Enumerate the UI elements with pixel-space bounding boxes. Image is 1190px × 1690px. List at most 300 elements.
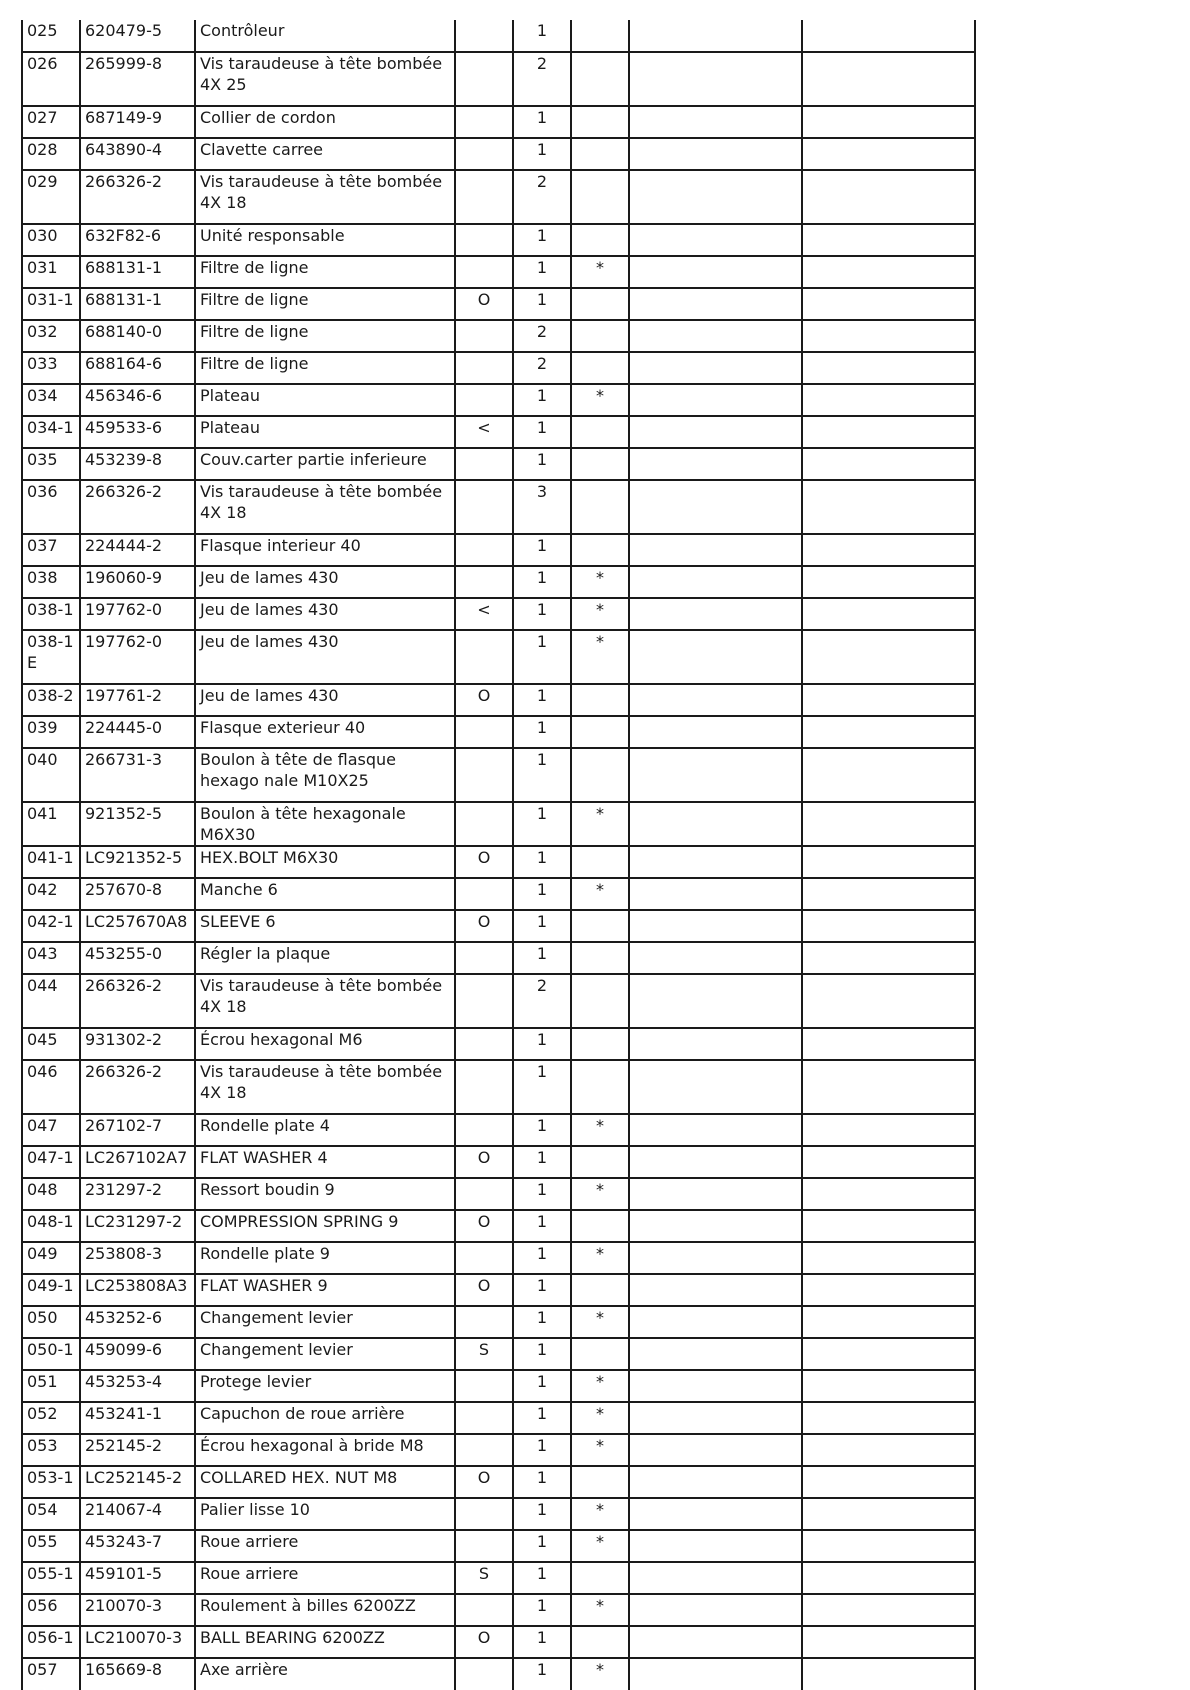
table-row (22, 448, 975, 480)
quantity-cell: 1 (513, 1434, 571, 1466)
description-cell: Vis taraudeuse à tête bombée 4X 18 (195, 974, 455, 1028)
blank-cell (629, 320, 802, 352)
blank-cell (629, 1338, 802, 1370)
table-row (22, 1626, 975, 1658)
ref-number-cell: 047 (22, 1114, 80, 1146)
ref-number-cell: 053 (22, 1434, 80, 1466)
ref-number-cell: 055 (22, 1530, 80, 1562)
note-cell (455, 1306, 513, 1338)
ref-number-cell: 055-1 (22, 1562, 80, 1594)
quantity-cell: 2 (513, 170, 571, 224)
parts-table (21, 20, 976, 1690)
part-number-cell: 453253-4 (80, 1370, 195, 1402)
ref-number-cell: 034 (22, 384, 80, 416)
blank-cell (802, 320, 975, 352)
quantity-cell: 1 (513, 224, 571, 256)
description-cell: Contrôleur (195, 20, 455, 52)
description-cell: Flasque exterieur 40 (195, 716, 455, 748)
mark-cell: * (571, 1658, 629, 1690)
quantity-cell: 1 (513, 1498, 571, 1530)
note-cell (455, 1028, 513, 1060)
blank-cell (802, 910, 975, 942)
note-cell (455, 1402, 513, 1434)
description-cell: Jeu de lames 430 (195, 566, 455, 598)
description-cell: Écrou hexagonal à bride M8 (195, 1434, 455, 1466)
blank-cell (629, 1306, 802, 1338)
blank-cell (802, 846, 975, 878)
ref-number-cell: 044 (22, 974, 80, 1028)
part-number-cell: 453255-0 (80, 942, 195, 974)
note-cell (455, 1114, 513, 1146)
blank-cell (802, 878, 975, 910)
blank-cell (802, 20, 975, 52)
mark-cell (571, 52, 629, 106)
part-number-cell: 688164-6 (80, 352, 195, 384)
note-cell (455, 1594, 513, 1626)
blank-cell (629, 416, 802, 448)
description-cell: Changement levier (195, 1338, 455, 1370)
quantity-cell: 1 (513, 416, 571, 448)
description-cell: Vis taraudeuse à tête bombée 4X 18 (195, 170, 455, 224)
mark-cell (571, 20, 629, 52)
blank-cell (802, 1274, 975, 1306)
note-cell: < (455, 416, 513, 448)
note-cell (455, 1242, 513, 1274)
blank-cell (629, 1370, 802, 1402)
description-cell: Plateau (195, 384, 455, 416)
blank-cell (629, 942, 802, 974)
table-row (22, 1498, 975, 1530)
part-number-cell: LC210070-3 (80, 1626, 195, 1658)
blank-cell (629, 448, 802, 480)
blank-cell (802, 138, 975, 170)
mark-cell (571, 448, 629, 480)
part-number-cell: 459533-6 (80, 416, 195, 448)
description-cell: Rondelle plate 9 (195, 1242, 455, 1274)
ref-number-cell: 049 (22, 1242, 80, 1274)
quantity-cell: 1 (513, 1210, 571, 1242)
part-number-cell: 643890-4 (80, 138, 195, 170)
part-number-cell: 224445-0 (80, 716, 195, 748)
part-number-cell: 688140-0 (80, 320, 195, 352)
ref-number-cell: 033 (22, 352, 80, 384)
note-cell (455, 170, 513, 224)
table-row (22, 1242, 975, 1274)
blank-cell (802, 534, 975, 566)
quantity-cell: 1 (513, 684, 571, 716)
blank-cell (629, 1028, 802, 1060)
blank-cell (802, 416, 975, 448)
note-cell: O (455, 1274, 513, 1306)
blank-cell (629, 802, 802, 846)
mark-cell: * (571, 1370, 629, 1402)
blank-cell (802, 1402, 975, 1434)
blank-cell (802, 942, 975, 974)
blank-cell (629, 1242, 802, 1274)
blank-cell (629, 1060, 802, 1114)
quantity-cell: 1 (513, 878, 571, 910)
part-number-cell: 266326-2 (80, 974, 195, 1028)
quantity-cell: 1 (513, 384, 571, 416)
blank-cell (629, 910, 802, 942)
table-row (22, 598, 975, 630)
ref-number-cell: 036 (22, 480, 80, 534)
part-number-cell: 253808-3 (80, 1242, 195, 1274)
table-row (22, 1146, 975, 1178)
table-row (22, 1060, 975, 1114)
table-row (22, 802, 975, 846)
ref-number-cell: 042-1 (22, 910, 80, 942)
ref-number-cell: 031-1 (22, 288, 80, 320)
description-cell: Clavette carree (195, 138, 455, 170)
ref-number-cell: 041 (22, 802, 80, 846)
blank-cell (802, 1242, 975, 1274)
description-cell: Roue arriere (195, 1562, 455, 1594)
ref-number-cell: 056-1 (22, 1626, 80, 1658)
blank-cell (629, 384, 802, 416)
part-number-cell: 197762-0 (80, 598, 195, 630)
note-cell: O (455, 1466, 513, 1498)
description-cell: COMPRESSION SPRING 9 (195, 1210, 455, 1242)
description-cell: Collier de cordon (195, 106, 455, 138)
ref-number-cell: 032 (22, 320, 80, 352)
quantity-cell: 1 (513, 910, 571, 942)
blank-cell (629, 566, 802, 598)
blank-cell (629, 974, 802, 1028)
ref-number-cell: 038-1 (22, 598, 80, 630)
blank-cell (802, 352, 975, 384)
quantity-cell: 1 (513, 256, 571, 288)
table-row (22, 878, 975, 910)
table-row (22, 1562, 975, 1594)
blank-cell (802, 384, 975, 416)
quantity-cell: 1 (513, 1466, 571, 1498)
part-number-cell: 266326-2 (80, 1060, 195, 1114)
quantity-cell: 2 (513, 974, 571, 1028)
quantity-cell: 1 (513, 716, 571, 748)
mark-cell: * (571, 1178, 629, 1210)
blank-cell (629, 598, 802, 630)
blank-cell (629, 20, 802, 52)
part-number-cell: 266326-2 (80, 170, 195, 224)
blank-cell (802, 598, 975, 630)
mark-cell (571, 910, 629, 942)
mark-cell (571, 1338, 629, 1370)
quantity-cell: 1 (513, 598, 571, 630)
table-row (22, 630, 975, 684)
blank-cell (802, 224, 975, 256)
table-row (22, 684, 975, 716)
description-cell: Flasque interieur 40 (195, 534, 455, 566)
quantity-cell: 1 (513, 1338, 571, 1370)
part-number-cell: 266326-2 (80, 480, 195, 534)
blank-cell (802, 1466, 975, 1498)
blank-cell (802, 1594, 975, 1626)
ref-number-cell: 048 (22, 1178, 80, 1210)
note-cell (455, 106, 513, 138)
blank-cell (629, 138, 802, 170)
blank-cell (629, 1594, 802, 1626)
mark-cell (571, 748, 629, 802)
note-cell: < (455, 598, 513, 630)
note-cell: O (455, 684, 513, 716)
part-number-cell: 921352-5 (80, 802, 195, 846)
table-row (22, 320, 975, 352)
part-number-cell: 214067-4 (80, 1498, 195, 1530)
mark-cell (571, 1274, 629, 1306)
quantity-cell: 1 (513, 1146, 571, 1178)
mark-cell (571, 1146, 629, 1178)
part-number-cell: 688131-1 (80, 256, 195, 288)
description-cell: FLAT WASHER 4 (195, 1146, 455, 1178)
note-cell: O (455, 910, 513, 942)
note-cell (455, 716, 513, 748)
note-cell (455, 534, 513, 566)
mark-cell (571, 288, 629, 320)
blank-cell (802, 1434, 975, 1466)
blank-cell (629, 288, 802, 320)
table-row (22, 1274, 975, 1306)
blank-cell (802, 1562, 975, 1594)
note-cell: S (455, 1562, 513, 1594)
part-number-cell: 453243-7 (80, 1530, 195, 1562)
mark-cell (571, 480, 629, 534)
blank-cell (629, 170, 802, 224)
quantity-cell: 1 (513, 630, 571, 684)
description-cell: BALL BEARING 6200ZZ (195, 1626, 455, 1658)
quantity-cell: 1 (513, 846, 571, 878)
part-number-cell: 459101-5 (80, 1562, 195, 1594)
description-cell: Jeu de lames 430 (195, 684, 455, 716)
ref-number-cell: 043 (22, 942, 80, 974)
note-cell (455, 630, 513, 684)
note-cell: O (455, 846, 513, 878)
note-cell: O (455, 1146, 513, 1178)
quantity-cell: 1 (513, 1060, 571, 1114)
table-row (22, 748, 975, 802)
description-cell: Filtre de ligne (195, 256, 455, 288)
part-number-cell: LC252145-2 (80, 1466, 195, 1498)
ref-number-cell: 057 (22, 1658, 80, 1690)
description-cell: Plateau (195, 416, 455, 448)
quantity-cell: 1 (513, 1370, 571, 1402)
blank-cell (629, 878, 802, 910)
blank-cell (629, 256, 802, 288)
part-number-cell: 632F82-6 (80, 224, 195, 256)
description-cell: Filtre de ligne (195, 320, 455, 352)
blank-cell (802, 566, 975, 598)
part-number-cell: LC231297-2 (80, 1210, 195, 1242)
mark-cell: * (571, 1114, 629, 1146)
part-number-cell: 266731-3 (80, 748, 195, 802)
quantity-cell: 2 (513, 52, 571, 106)
quantity-cell: 1 (513, 1402, 571, 1434)
ref-number-cell: 025 (22, 20, 80, 52)
part-number-cell: LC253808A3 (80, 1274, 195, 1306)
table-row (22, 352, 975, 384)
part-number-cell: 231297-2 (80, 1178, 195, 1210)
part-number-cell: 196060-9 (80, 566, 195, 598)
mark-cell (571, 942, 629, 974)
parts-list-sheet (21, 20, 976, 1690)
ref-number-cell: 050-1 (22, 1338, 80, 1370)
ref-number-cell: 047-1 (22, 1146, 80, 1178)
description-cell: COLLARED HEX. NUT M8 (195, 1466, 455, 1498)
mark-cell: * (571, 384, 629, 416)
description-cell: Vis taraudeuse à tête bombée 4X 25 (195, 52, 455, 106)
part-number-cell: 210070-3 (80, 1594, 195, 1626)
quantity-cell: 1 (513, 1242, 571, 1274)
note-cell (455, 20, 513, 52)
description-cell: Axe arrière (195, 1658, 455, 1690)
note-cell (455, 802, 513, 846)
description-cell: Vis taraudeuse à tête bombée 4X 18 (195, 1060, 455, 1114)
quantity-cell: 1 (513, 1594, 571, 1626)
mark-cell (571, 416, 629, 448)
mark-cell (571, 1210, 629, 1242)
description-cell: Boulon à tête hexagonale M6X30 (195, 802, 455, 846)
blank-cell (802, 1114, 975, 1146)
part-number-cell: 459099-6 (80, 1338, 195, 1370)
blank-cell (802, 256, 975, 288)
table-row (22, 1434, 975, 1466)
note-cell (455, 1498, 513, 1530)
part-number-cell: LC267102A7 (80, 1146, 195, 1178)
quantity-cell: 1 (513, 106, 571, 138)
blank-cell (629, 1274, 802, 1306)
quantity-cell: 1 (513, 1658, 571, 1690)
blank-cell (629, 480, 802, 534)
table-row (22, 846, 975, 878)
blank-cell (802, 52, 975, 106)
blank-cell (629, 716, 802, 748)
description-cell: FLAT WASHER 9 (195, 1274, 455, 1306)
description-cell: HEX.BOLT M6X30 (195, 846, 455, 878)
mark-cell (571, 138, 629, 170)
blank-cell (802, 288, 975, 320)
mark-cell: * (571, 802, 629, 846)
note-cell (455, 942, 513, 974)
ref-number-cell: 045 (22, 1028, 80, 1060)
ref-number-cell: 027 (22, 106, 80, 138)
table-row (22, 224, 975, 256)
note-cell (455, 1178, 513, 1210)
table-row (22, 1466, 975, 1498)
note-cell (455, 320, 513, 352)
ref-number-cell: 041-1 (22, 846, 80, 878)
ref-number-cell: 028 (22, 138, 80, 170)
ref-number-cell: 048-1 (22, 1210, 80, 1242)
ref-number-cell: 031 (22, 256, 80, 288)
blank-cell (629, 1114, 802, 1146)
description-cell: Jeu de lames 430 (195, 598, 455, 630)
part-number-cell: 620479-5 (80, 20, 195, 52)
note-cell (455, 566, 513, 598)
blank-cell (802, 1370, 975, 1402)
quantity-cell: 1 (513, 1626, 571, 1658)
mark-cell (571, 320, 629, 352)
blank-cell (629, 1626, 802, 1658)
table-row (22, 256, 975, 288)
ref-number-cell: 038 (22, 566, 80, 598)
ref-number-cell: 037 (22, 534, 80, 566)
part-number-cell: 456346-6 (80, 384, 195, 416)
mark-cell (571, 1060, 629, 1114)
blank-cell (629, 1178, 802, 1210)
note-cell (455, 384, 513, 416)
part-number-cell: 688131-1 (80, 288, 195, 320)
blank-cell (802, 1060, 975, 1114)
mark-cell (571, 974, 629, 1028)
mark-cell (571, 846, 629, 878)
blank-cell (802, 106, 975, 138)
description-cell: Boulon à tête de flasque hexago nale M10X25 (195, 748, 455, 802)
table-row (22, 106, 975, 138)
mark-cell (571, 1626, 629, 1658)
table-row (22, 1530, 975, 1562)
table-row (22, 716, 975, 748)
mark-cell: * (571, 1498, 629, 1530)
blank-cell (802, 1146, 975, 1178)
ref-number-cell: 046 (22, 1060, 80, 1114)
blank-cell (629, 224, 802, 256)
table-row (22, 288, 975, 320)
part-number-cell: 453239-8 (80, 448, 195, 480)
ref-number-cell: 042 (22, 878, 80, 910)
mark-cell: * (571, 1594, 629, 1626)
note-cell: O (455, 288, 513, 320)
blank-cell (802, 1028, 975, 1060)
mark-cell: * (571, 566, 629, 598)
blank-cell (629, 534, 802, 566)
blank-cell (629, 1562, 802, 1594)
part-number-cell: 453252-6 (80, 1306, 195, 1338)
ref-number-cell: 052 (22, 1402, 80, 1434)
quantity-cell: 1 (513, 566, 571, 598)
note-cell: O (455, 1210, 513, 1242)
note-cell: S (455, 1338, 513, 1370)
mark-cell: * (571, 256, 629, 288)
ref-number-cell: 034-1 (22, 416, 80, 448)
table-row (22, 974, 975, 1028)
blank-cell (802, 1530, 975, 1562)
ref-number-cell: 051 (22, 1370, 80, 1402)
table-row (22, 1306, 975, 1338)
description-cell: Unité responsable (195, 224, 455, 256)
blank-cell (802, 1338, 975, 1370)
part-number-cell: 931302-2 (80, 1028, 195, 1060)
mark-cell: * (571, 1530, 629, 1562)
description-cell: Manche 6 (195, 878, 455, 910)
quantity-cell: 2 (513, 320, 571, 352)
part-number-cell: 453241-1 (80, 1402, 195, 1434)
quantity-cell: 1 (513, 1530, 571, 1562)
ref-number-cell: 050 (22, 1306, 80, 1338)
quantity-cell: 1 (513, 448, 571, 480)
mark-cell: * (571, 878, 629, 910)
mark-cell: * (571, 1306, 629, 1338)
table-row (22, 52, 975, 106)
table-row (22, 910, 975, 942)
blank-cell (802, 684, 975, 716)
blank-cell (629, 1498, 802, 1530)
mark-cell (571, 224, 629, 256)
blank-cell (629, 1658, 802, 1690)
blank-cell (802, 1210, 975, 1242)
part-number-cell: LC921352-5 (80, 846, 195, 878)
ref-number-cell: 029 (22, 170, 80, 224)
note-cell (455, 1658, 513, 1690)
